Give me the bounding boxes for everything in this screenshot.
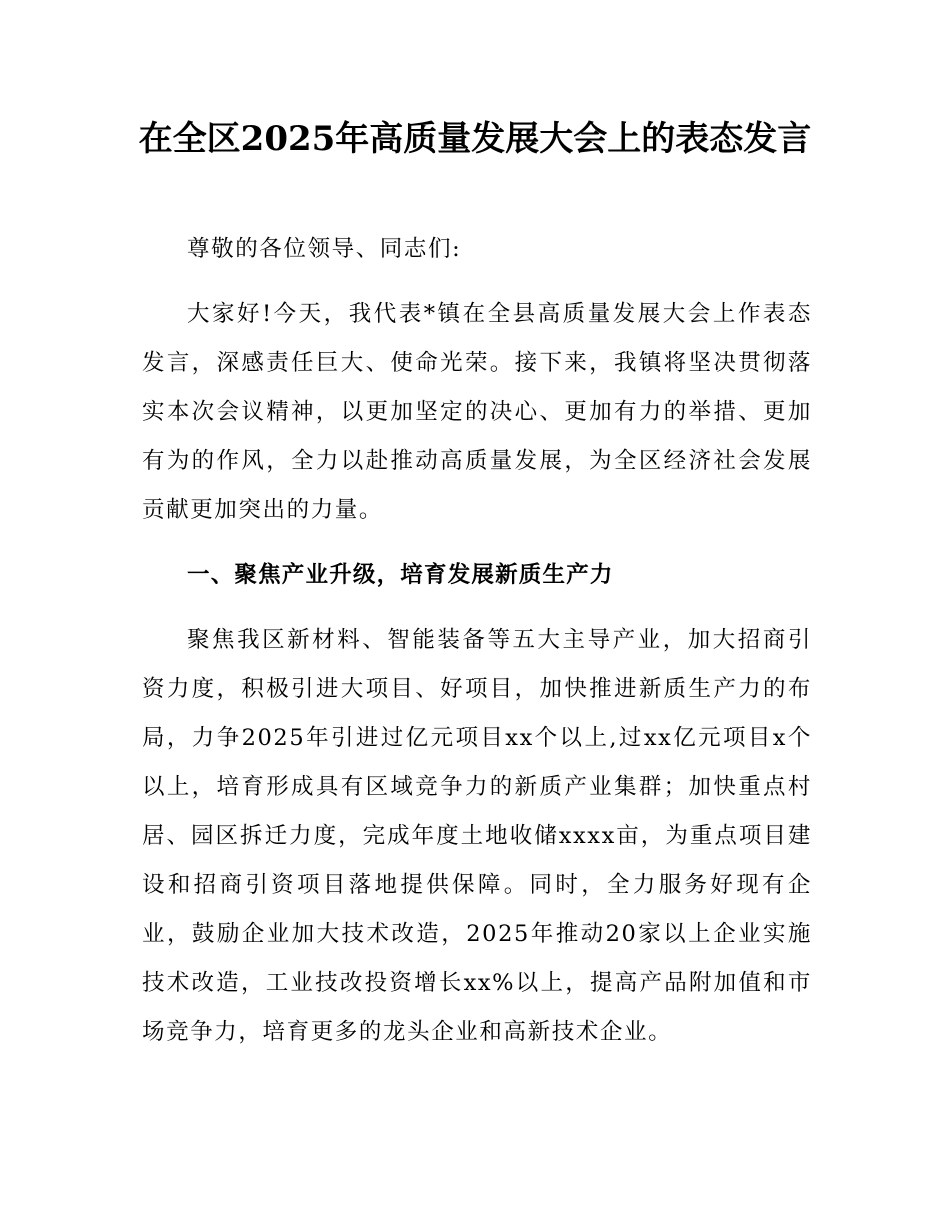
document-body [142, 225, 812, 1057]
salutation: 尊敬的各位领导、同志们: [187, 236, 462, 262]
opening-paragraph: 大家好!今天，我代表*镇在全县高质量发展大会上作表态发言，深感责任巨大、使命光荣。接下来，我镇将坚决贯彻落实本次会议精神，以更加坚定的决心、更加有力的举措、更加有为的作风，全力以赴推动高质量发展，为全区经济社会发展贡献更加突出的力量。 [142, 301, 812, 523]
paragraph-spacer [142, 535, 812, 551]
document-title: 在全区2025年高质量发展大会上的表态发言 [138, 119, 812, 159]
paragraph-spacer [142, 274, 812, 290]
section-paragraph: 聚焦我区新材料、智能装备等五大主导产业，加大招商引资力度，积极引进大项目、好项目，加快推进新质生产力的布局，力争2025年引进过亿元项目xx个以上,过xx亿元项目x个以上，培育形成具有区域竞争力的新质产业集群；加快重点村居、园区拆迁力度，完成年度土地收储xxxx亩，为重点项目建设和招商引资项目落地提供保障。同时，全力服务好现有企业，鼓励企业加大技术改造，2025年推动20家以上企业实施技术改造，工业技改投资增长xx%以上，提高产品附加值和市场竞争力，培育更多的龙头企业和高新技术企业。 [142, 627, 812, 1045]
paragraph-spacer [142, 600, 812, 616]
section-heading: 一、聚焦产业升级，培育发展新质生产力 [187, 562, 614, 588]
